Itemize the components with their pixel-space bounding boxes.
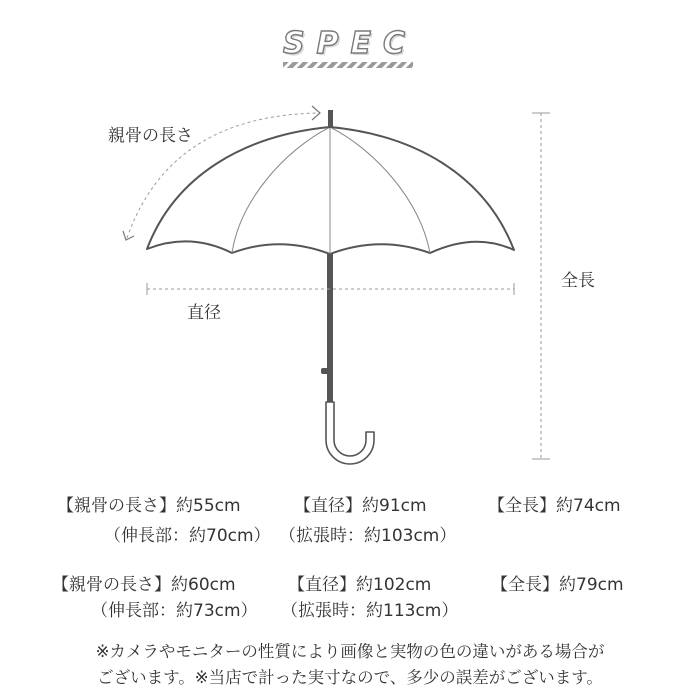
spec-diameter-extended: （拡張時：約103cm） [279, 526, 457, 546]
spec-rib-extended: （伸長部：約70cm） [104, 526, 271, 546]
umbrella-runner-button [321, 368, 329, 374]
disclaimer-line-2: ございます。※当店で計った実寸なので、多少の誤差がございます。 [97, 668, 603, 687]
umbrella-shaft [327, 254, 333, 404]
spec-total-length: 【全長】約79cm [491, 575, 624, 595]
umbrella-tip [328, 110, 333, 128]
diameter-label: 直径 [187, 303, 221, 323]
spec-title: SPEC [282, 26, 418, 61]
umbrella-handle [326, 402, 374, 464]
rib-arrow-head-bottom [123, 231, 134, 240]
total-length-label: 全長 [561, 271, 595, 291]
spec-rib-length: 【親骨の長さ】約55cm [57, 496, 241, 516]
spec-rib-length: 【親骨の長さ】約60cm [52, 575, 236, 595]
spec-total-length: 【全長】約74cm [488, 496, 621, 516]
umbrella-ribs [232, 127, 430, 254]
spec-diameter-extended: （拡張時：約113cm） [281, 601, 459, 621]
spec-diameter: 【直径】約91cm [294, 496, 427, 516]
spec-diameter: 【直径】約102cm [288, 575, 432, 595]
rib-length-label: 親骨の長さ [108, 126, 193, 146]
disclaimer-line-1: ※カメラやモニターの性質により画像と実物の色の違いがある場合が [95, 642, 605, 661]
spec-rib-extended: （伸長部：約73cm） [91, 601, 258, 621]
